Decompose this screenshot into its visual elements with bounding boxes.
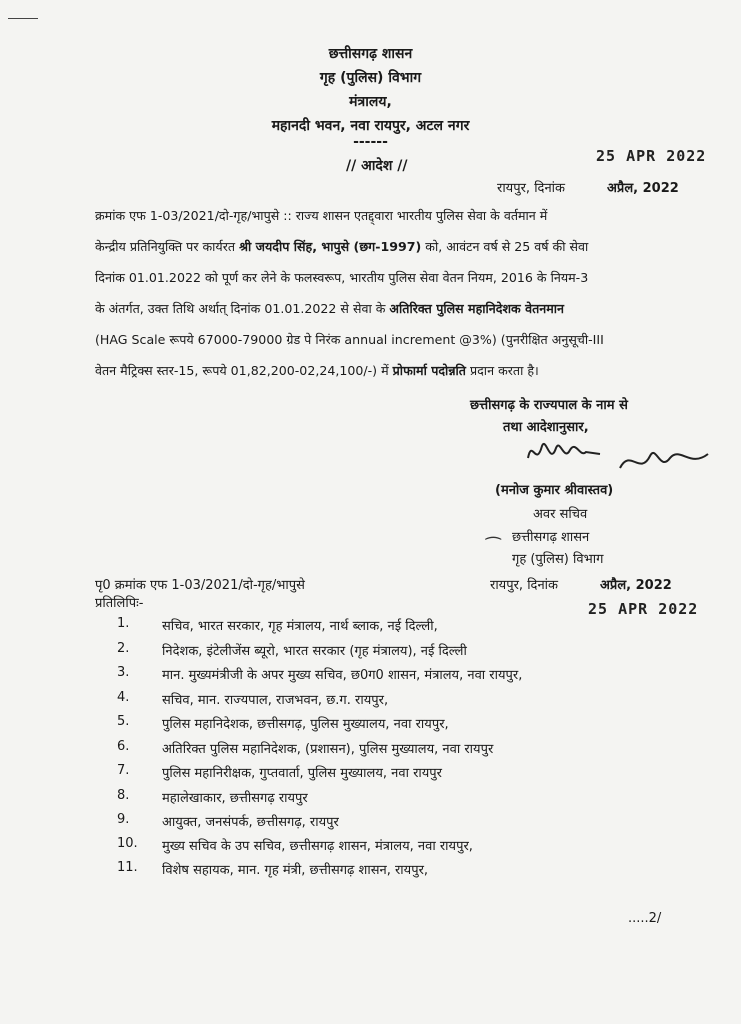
body-line-5: (HAG Scale रूपये 67000-79000 ग्रेड पे निरंक annual increment @3%) (पुनरीक्षित अनुसूची-III — [95, 332, 604, 347]
header-govt: छत्तीसगढ़ शासन — [328, 46, 413, 62]
officer-name: श्री जयदीप सिंह, भापुसे (छग-1997) — [239, 239, 422, 254]
promotion-term: प्रोफार्मा पदोन्नति — [392, 363, 466, 378]
copy-recipient: विशेष सहायक, मान. गृह मंत्री, छत्तीसगढ़ शासन, रायपुर, — [162, 863, 429, 878]
signature-order: तथा आदेशानुसार, — [503, 420, 589, 435]
copy-number: 9. — [117, 812, 130, 827]
copy-recipient: पुलिस महानिदेशक, छत्तीसगढ़, पुलिस मुख्यालय, नवा रायपुर, — [162, 717, 449, 732]
endorsement-date-stamp: 25 APR 2022 — [588, 600, 699, 618]
copy-number: 3. — [117, 665, 130, 680]
pay-scale-title: अतिरिक्त पुलिस महानिदेशक वेतनमान — [389, 301, 565, 316]
body-text: प्रदान करता है। — [465, 363, 539, 378]
page-continuation: .....2/ — [628, 911, 662, 926]
body-line-2 — [95, 238, 588, 255]
copy-number: 10. — [117, 836, 138, 851]
copy-recipient: महालेखाकार, छत्तीसगढ़ रायपुर — [162, 791, 308, 806]
copy-number: 7. — [117, 763, 130, 778]
copy-recipient: पुलिस महानिरीक्षक, गुप्तवार्ता, पुलिस मुख्यालय, नवा रायपुर — [162, 766, 442, 781]
endorsement-place: रायपुर, दिनांक — [490, 578, 559, 593]
copy-number: 4. — [117, 690, 130, 705]
copy-recipient: सचिव, मान. राज्यपाल, राजभवन, छ.ग. रायपुर, — [162, 693, 389, 708]
copy-number: 5. — [117, 714, 130, 729]
arrow-mark: ⁀ — [486, 537, 501, 558]
order-title: // आदेश // — [346, 158, 408, 174]
body-text: वेतन मैट्रिक्स स्तर-15, रूपये 01,82,200-02,24,100/-) में — [95, 363, 393, 378]
copy-recipient: मुख्य सचिव के उप सचिव, छत्तीसगढ़ शासन, मंत्रालय, नवा रायपुर, — [162, 839, 473, 854]
endorsement-month: अप्रैल, 2022 — [600, 578, 672, 593]
copy-number: 2. — [117, 641, 130, 656]
copy-recipient: सचिव, भारत सरकार, गृह मंत्रालय, नार्थ ब्लाक, नई दिल्ली, — [162, 619, 438, 634]
signatory-dept: गृह (पुलिस) विभाग — [512, 552, 604, 567]
body-line-1: क्रमांक एफ 1-03/2021/दो-गृह/भापुसे :: राज्य शासन एतद्द्वारा भारतीय पुलिस सेवा के वर्तमान में — [95, 208, 548, 223]
copy-label: प्रतिलिपिः- — [95, 596, 144, 611]
header-divider: ------ — [353, 134, 388, 150]
signature-mark — [520, 428, 720, 488]
copy-recipient: अतिरिक्त पुलिस महानिदेशक, (प्रशासन), पुलिस मुख्यालय, नवा रायपुर — [162, 742, 494, 757]
body-line-6 — [95, 362, 539, 379]
header-address: महानदी भवन, नवा रायपुर, अटल नगर — [271, 118, 470, 134]
body-text: को, आवंटन वर्ष से 25 वर्ष की सेवा — [421, 239, 589, 254]
header-department: गृह (पुलिस) विभाग — [319, 70, 422, 86]
signature-authority: छत्तीसगढ़ के राज्यपाल के नाम से — [470, 398, 628, 413]
body-line-4 — [95, 300, 564, 317]
header-ministry: मंत्रालय, — [349, 94, 392, 110]
copy-number: 11. — [117, 860, 138, 875]
corner-mark — [8, 18, 38, 19]
copy-number: 8. — [117, 788, 130, 803]
copy-recipient: मान. मुख्यमंत्रीजी के अपर मुख्य सचिव, छ0ग0 शासन, मंत्रालय, नवा रायपुर, — [162, 668, 523, 683]
copy-recipient: निदेशक, इंटेलीजेंस ब्यूरो, भारत सरकार (गृह मंत्रालय), नई दिल्ली — [162, 644, 467, 659]
copy-number: 6. — [117, 739, 130, 754]
place-date-month: अप्रैल, 2022 — [607, 181, 679, 196]
copy-number: 1. — [117, 616, 130, 631]
body-text: केन्द्रीय प्रतिनियुक्ति पर कार्यरत — [95, 239, 240, 254]
endorsement-ref: पृ0 क्रमांक एफ 1-03/2021/दो-गृह/भापुसे — [95, 578, 305, 593]
body-line-3: दिनांक 01.01.2022 को पूर्ण कर लेने के फलस्वरूप, भारतीय पुलिस सेवा वेतन नियम, 2016 के नियम-3 — [95, 270, 589, 285]
date-stamp: 25 APR 2022 — [596, 147, 707, 165]
copy-recipient: आयुक्त, जनसंपर्क, छत्तीसगढ़, रायपुर — [162, 815, 339, 830]
body-text: के अंतर्गत, उक्त तिथि अर्थात् दिनांक 01.01.2022 से सेवा के — [95, 301, 390, 316]
signatory-govt: छत्तीसगढ़ शासन — [512, 530, 590, 545]
signatory-name: (मनोज कुमार श्रीवास्तव) — [495, 483, 614, 498]
signatory-designation: अवर सचिव — [533, 507, 588, 522]
place-date-label: रायपुर, दिनांक — [497, 181, 566, 196]
